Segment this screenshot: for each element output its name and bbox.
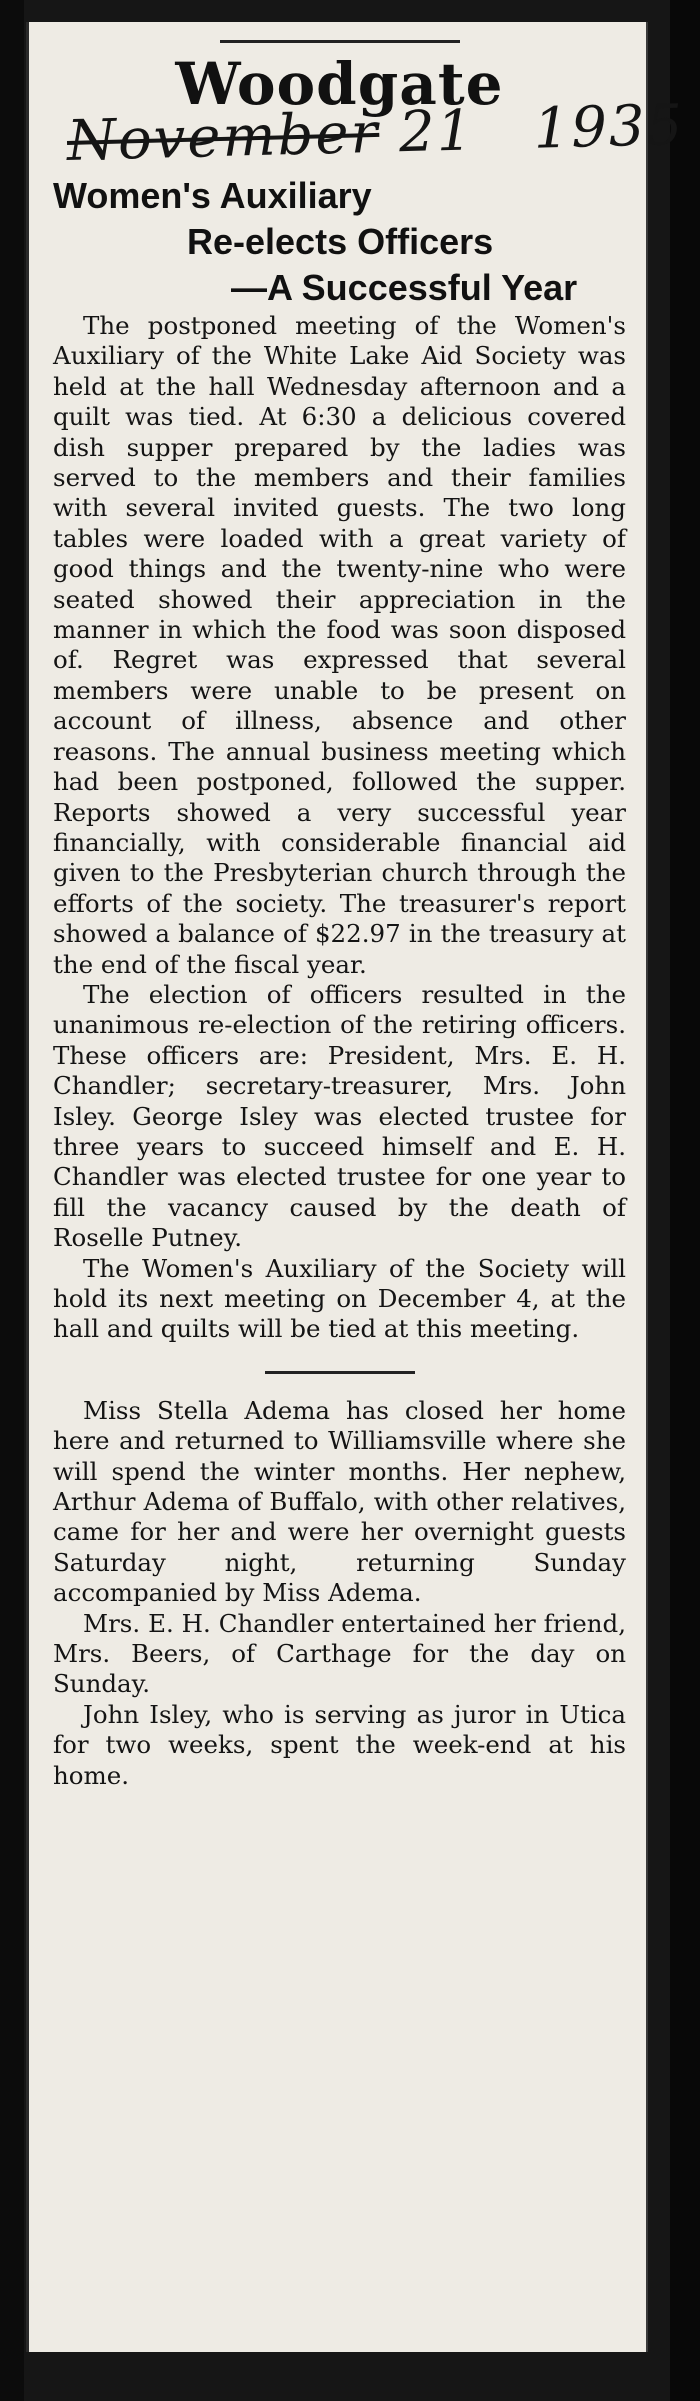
top-rule — [220, 40, 460, 43]
article-paragraph-1: The postponed meeting of the Women's Auxiliary of the White Lake Aid Society was held at the hall Wednesday afternoon and a quilt was tied. At 6:30 a delicious covered dish supper prepared by the ladies was served to the members and their families with several invited guests. The two long tables were loaded with a great variety of good things and the twenty-nine who were seated showed their appreciation in the manner in which the food was soon disposed of. Regret was expressed that several members were unable to be present on account of illness, absence and other reasons. The annual business meeting which had been postponed, followed the supper. Reports showed a very successful year financially, with considerable financial aid given to the Presbyterian church through the efforts of the society. The treasurer's report showed a balance of $22.97 in the treasury at the end of the fiscal year. — [53, 311, 626, 979]
scan-border-left — [0, 0, 24, 2401]
subheadline-line-1: Women's Auxiliary — [53, 175, 372, 216]
subheadline-line-3: —A Successful Year — [231, 267, 578, 308]
news-item-isley: John Isley, who is serving as juror in Utica for two weeks, spent the week-end at his home. — [53, 1699, 626, 1790]
news-item-adema: Miss Stella Adema has closed her home here and returned to Williamsville where she will spend the winter months. Her nephew, Arthur Adema of Buffalo, with other relatives, came for her and were her overnight guests Saturday night, returning Sunday accompanied by Miss Adema. — [53, 1395, 626, 1608]
section-divider — [265, 1371, 415, 1374]
article-paragraph-2: The election of officers resulted in the unanimous re-election of the retiring officers. These officers are: President, Mrs. E. H. Chandler; secretary-treasurer, Mrs. John Isley. George Isley was elected trustee for three years to succeed himself and E. H. Chandler was elected trustee for one year to fill the vacancy caused by the death of Roselle Putney. — [53, 979, 626, 1253]
handwritten-date — [66, 92, 685, 174]
handwritten-year: 1935 — [532, 92, 685, 162]
news-item-chandler: Mrs. E. H. Chandler entertained her friend, Mrs. Beers, of Carthage for the day on Sunday. — [53, 1608, 626, 1699]
scan-border-right — [670, 0, 700, 2401]
headline: Woodgate — [175, 50, 504, 118]
newspaper-clipping — [26, 22, 685, 2352]
article-body — [53, 311, 626, 1345]
handwritten-month-struck: November — [66, 100, 381, 174]
subheadline-line-2: Re-elects Officers — [187, 221, 494, 262]
news-items — [53, 1396, 626, 1791]
article-paragraph-3: The Women's Auxiliary of the Society will hold its next meeting on December 4, at the hall and quilts will be tied at this meeting. — [53, 1253, 626, 1344]
handwritten-day: 21 — [398, 98, 476, 166]
